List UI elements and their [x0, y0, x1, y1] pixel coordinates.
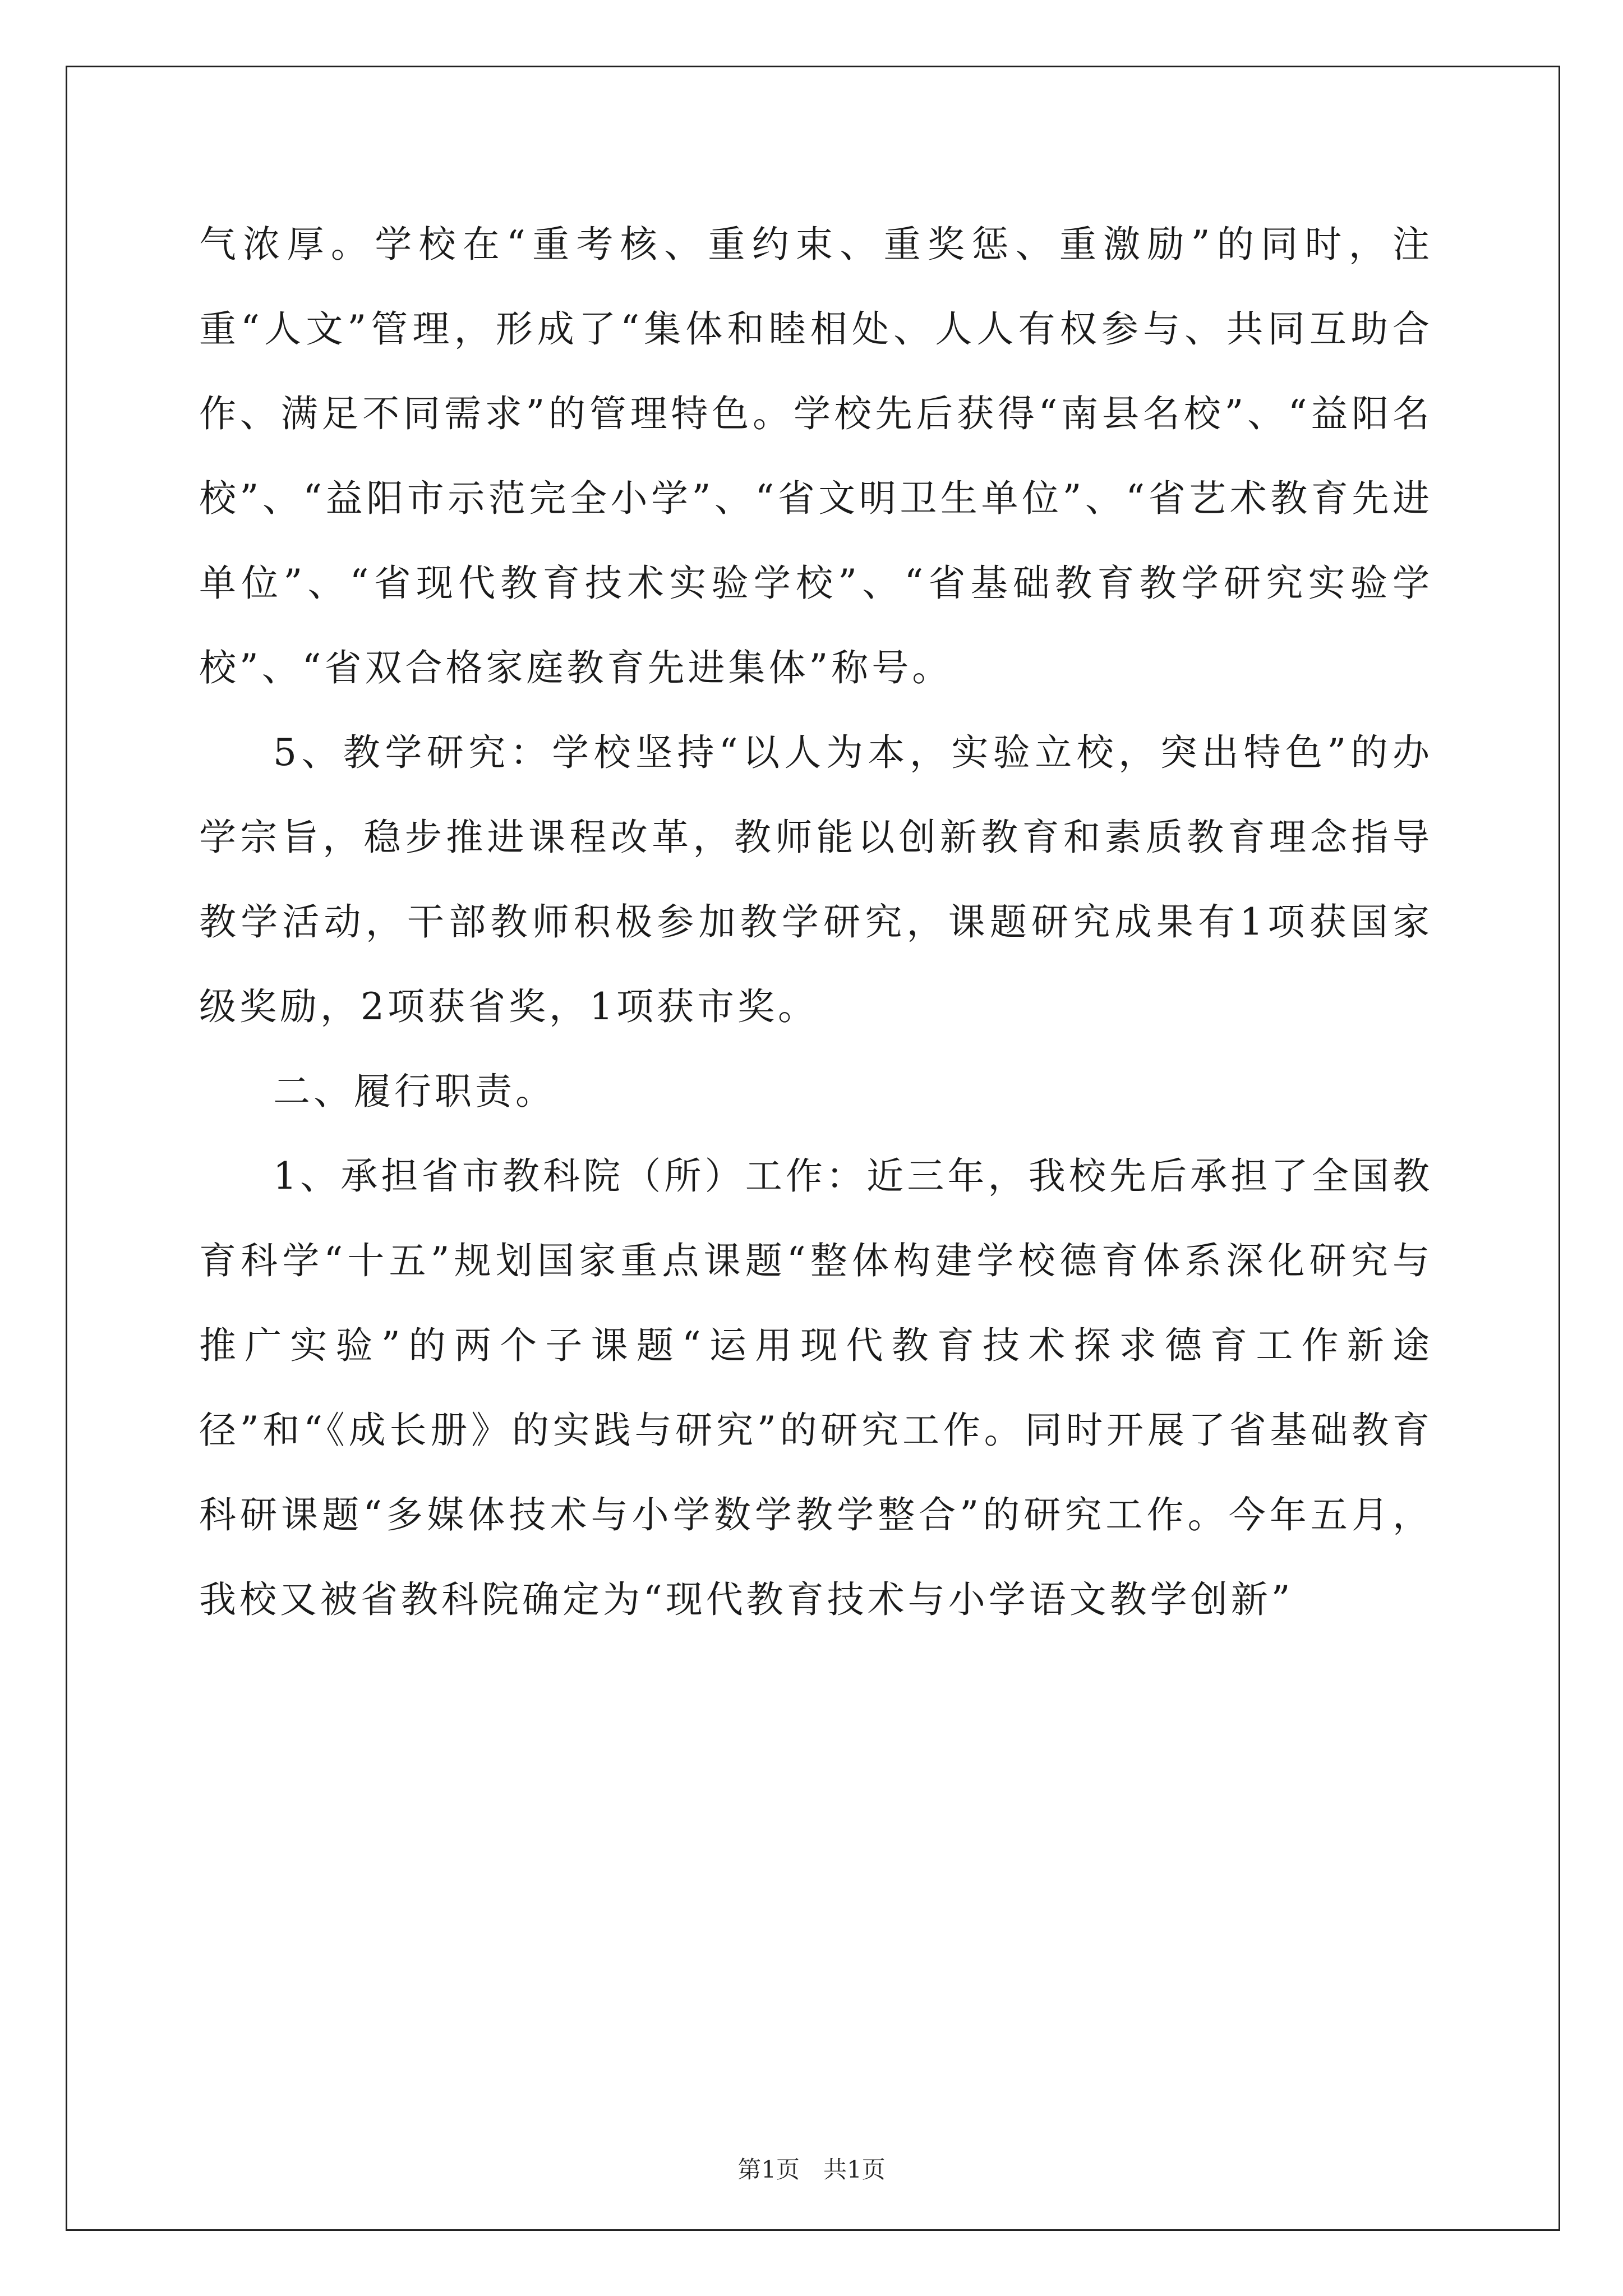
page-number-footer: 第1页 共1页	[737, 2156, 886, 2183]
paragraph-teaching-research: 5、教学研究：学校坚持“以人为本，实验立校，突出特色”的办学宗旨，稳步推进课程改革，教师能以创新教育和素质教育理念指导教学活动，干部教师积极参加教学研究，课题研究成果有1项获国家级奖励，2项获省奖，1项获市奖。	[199, 731, 1433, 1028]
document-body	[199, 202, 1433, 1642]
section-heading-duties: 二、履行职责。	[273, 1070, 556, 1113]
paragraph-research-projects: 1、承担省市教科院（所）工作：近三年，我校先后承担了全国教育科学“十五”规划国家重点课题“整体构建学校德育体系深化研究与推广实验”的两个子课题“运用现代教育技术探求德育工作新途径”和“《成长册》的实践与研究”的研究工作。同时开展了省基础教育科研课题“多媒体技术与小学数学教学整合”的研究工作。今年五月，我校又被省教科院确定为“现代教育技术与小学语文教学创新”	[199, 1154, 1433, 1621]
paragraph-school-honors: 气浓厚。学校在“重考核、重约束、重奖惩、重激励”的同时，注重“人文”管理，形成了“集体和睦相处、人人有权参与、共同互助合作、满足不同需求”的管理特色。学校先后获得“南县名校”、“益阳名校”、“益阳市示范完全小学”、“省文明卫生单位”、“省艺术教育先进单位”、“省现代教育技术实验学校”、“省基础教育教学研究实验学校”、“省双合格家庭教育先进集体”称号。	[199, 223, 1433, 689]
